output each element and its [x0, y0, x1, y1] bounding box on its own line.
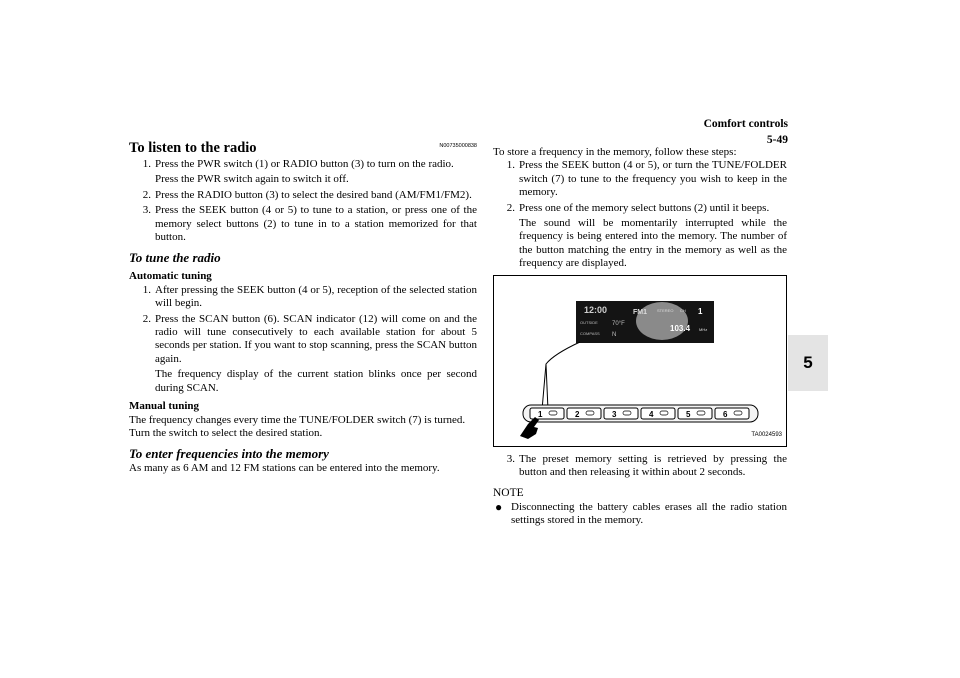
note-text: Disconnecting the battery cables erases all the radio station settings stored in the memory.	[511, 500, 787, 527]
manual-tuning-heading: Manual tuning	[129, 400, 199, 413]
display-compass-label: COMPASS	[580, 330, 600, 336]
figure-code: TA0024593	[751, 432, 782, 439]
preset-button-2[interactable]	[567, 408, 601, 419]
svg-text:2: 2	[575, 409, 580, 419]
list-item: The frequency display of the current station blinks once per second during SCAN.	[155, 368, 477, 394]
auto-tuning-steps	[129, 284, 477, 395]
list-item: 2. Press one of the memory select buttons (2) until it beeps.	[506, 201, 770, 214]
display-temp: 70°F	[612, 320, 625, 327]
display-stereo: STEREO	[657, 307, 674, 313]
radio-illustration	[493, 275, 787, 447]
svg-text:6: 6	[723, 409, 728, 419]
svg-text:4: 4	[649, 409, 654, 419]
display-band: FM1	[633, 308, 647, 316]
preset-button-3[interactable]	[604, 408, 638, 419]
svg-text:3: 3	[612, 409, 617, 419]
left-column	[129, 138, 477, 476]
svg-text:5: 5	[686, 409, 691, 419]
list-item: 1. Press the PWR switch (1) or RADIO button (3) to turn on the radio.	[142, 158, 454, 170]
preset-button-6[interactable]	[715, 408, 749, 419]
display-heading: N	[612, 331, 617, 338]
list-item: Press the PWR switch again to switch it off.	[155, 173, 349, 186]
auto-tuning-heading: Automatic tuning	[129, 270, 212, 283]
memory-text: As many as 6 AM and 12 FM stations can be entered into the memory.	[129, 462, 440, 475]
memory-intro: To store a frequency in the memory, follow these steps:	[493, 146, 737, 158]
list-item: 3. The preset memory setting is retrieved by pressing the button and then releasing it within about 2 seconds.	[506, 452, 787, 479]
list-item: 1. Press the SEEK button (4 or 5), or turn the TUNE/FOLDER switch (7) to tune to the frequency you wish to keep in the memory.	[506, 159, 787, 199]
manual-tuning-text: The frequency changes every time the TUNE/FOLDER switch (7) is turned.	[129, 413, 466, 426]
display-ch-label: CH	[680, 307, 686, 313]
note-label: NOTE	[493, 487, 524, 500]
display-outside-label: OUTSIDE	[580, 319, 598, 325]
list-item: 2. Press the SCAN button (6). SCAN indicator (12) will come on and the radio will tune consecutively to each available station for about 5 seconds per station. If you want to stop scanning, press the SCAN button again.	[142, 312, 477, 365]
listen-title: To listen to the radio	[129, 140, 257, 156]
listen-heading	[129, 138, 477, 156]
listen-steps	[129, 158, 477, 244]
bullet-icon: ●	[495, 499, 503, 514]
manual-tuning-text: Turn the switch to select the desired station.	[129, 426, 323, 439]
page-number: 5-49	[766, 134, 788, 146]
memory-heading: To enter frequencies into the memory	[129, 446, 329, 462]
memory-step-3	[493, 453, 787, 480]
radio-display-diagram	[494, 276, 786, 446]
tune-heading: To tune the radio	[129, 250, 221, 266]
list-item: 2. Press the RADIO button (3) to select the desired band (AM/FM1/FM2).	[142, 188, 472, 201]
section-title: Comfort controls	[703, 118, 788, 130]
preset-button-4[interactable]	[641, 408, 675, 419]
list-item: The sound will be momentarily interrupted while the frequency is being entered into the memory. The number of the button matching the entry in the memory as well as the frequency are displayed.	[519, 217, 787, 270]
note-item	[493, 501, 787, 528]
display-frequency: 103.4	[670, 323, 691, 333]
memory-steps	[493, 159, 787, 270]
display-clock: 12:00	[584, 304, 608, 315]
right-column	[493, 146, 787, 528]
section-code: N00735000838	[439, 143, 477, 149]
list-item: 1. After pressing the SEEK button (4 or 5), reception of the selected station will begin.	[142, 283, 477, 310]
preset-button-5[interactable]	[678, 408, 712, 419]
display-unit: MHz	[699, 326, 708, 332]
list-item: 3. Press the SEEK button (4 or 5) to tune to a station, or press one of the memory select buttons (2) to tune in to a station memorized for that button.	[142, 204, 477, 244]
display-ch-number: 1	[698, 306, 703, 316]
svg-text:1: 1	[538, 409, 543, 419]
chapter-tab: 5	[788, 335, 828, 391]
